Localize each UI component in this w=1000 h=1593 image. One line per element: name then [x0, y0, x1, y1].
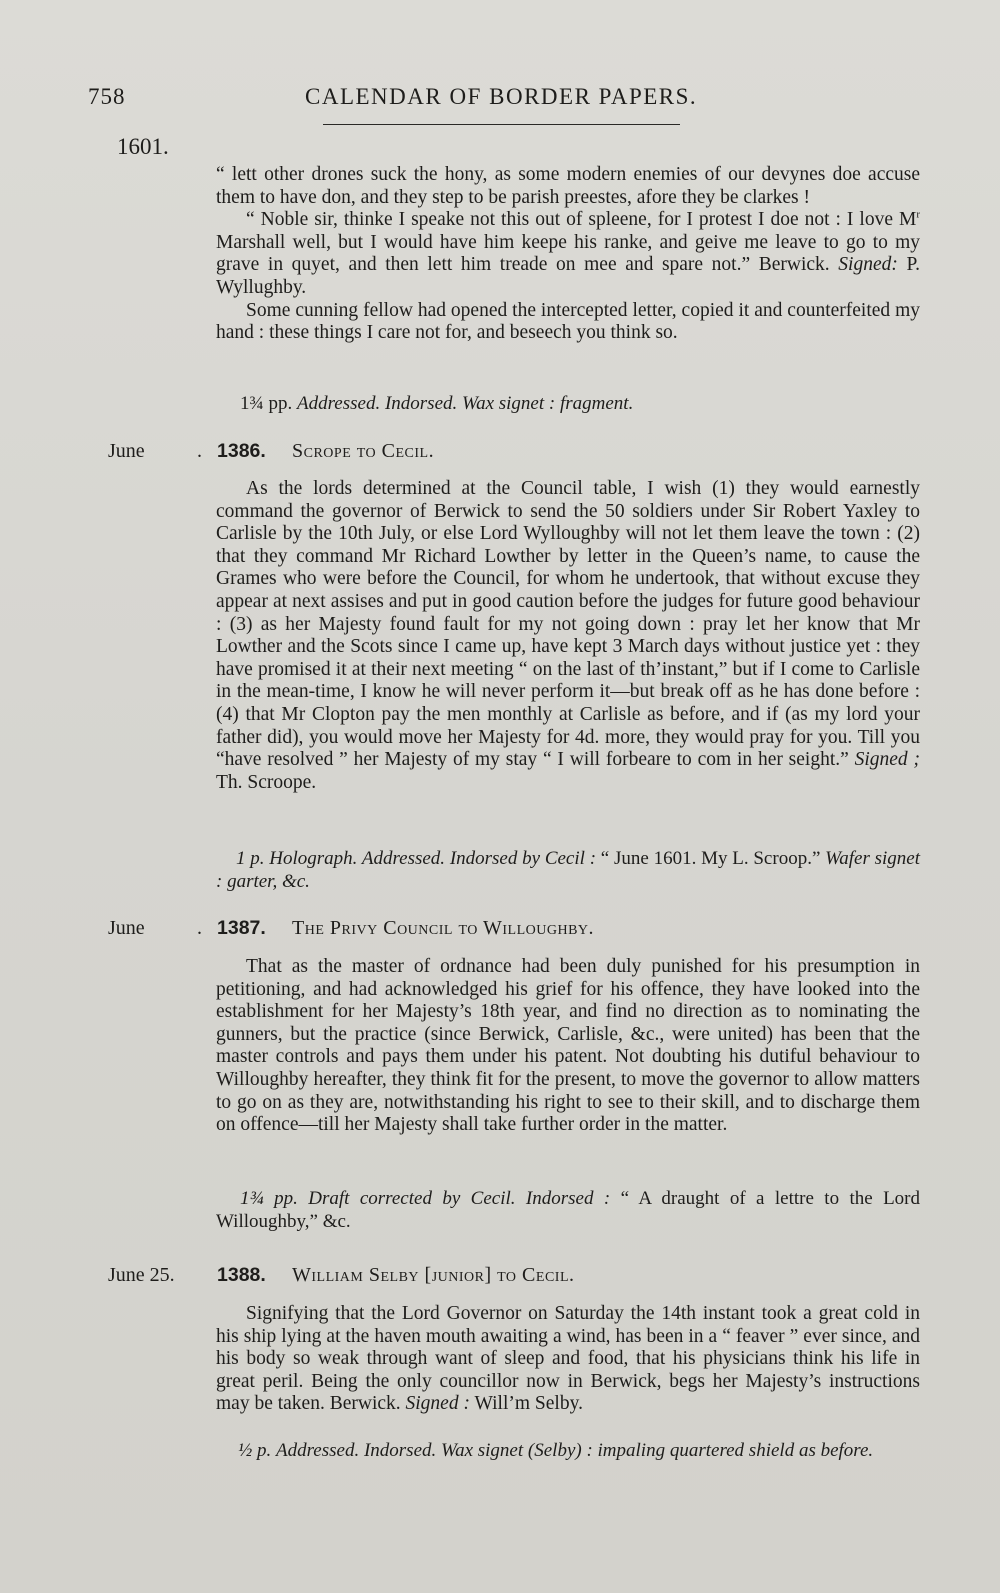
entry-number: 1386.: [217, 440, 266, 462]
note-quote: “ A draught of a lettre to the Lord Willoughby,” &c.: [216, 1188, 920, 1232]
entry-title: Scrope to Cecil.: [292, 440, 435, 462]
entry-date: June: [108, 440, 145, 462]
entry-number: 1388.: [217, 1264, 266, 1286]
entry-title: William Selby [junior] to Cecil.: [292, 1264, 575, 1286]
paragraph: “ lett other drones suck the hony, as some modern enemies of our devynes doe accuse them to have don, and they step to be parish preestes, afore they be clarkes !: [216, 164, 920, 208]
header-rule: [323, 124, 680, 125]
signature: Th. Scroope.: [216, 771, 317, 793]
body-text: Signifying that the Lord Governor on Saturday the 14th instant took a great cold in his ship lying at the haven mouth awaiting a wind, has been in a “ feaver ” ever since, and his body so weak through want of sleep and food, that his physicians think his life in great peril. Being the only councillor now in Berwick, begs her Majesty’s instructions may be taken. Berwick.: [216, 1303, 920, 1415]
body-text: As the lords determined at the Council table, I wish (1) they would earnestly command the governor of Berwick to send the 50 soldiers under Sir Robert Yaxley to Carlisle by the 10th July, or else Lord Wylloughby will not let them leave the town : (2) that they command Mr Richard Lowther by letter in the Queen’s name, to cause the Grames who were before the Council, for whom he undertook, that without excuse they appear at next assises and put in good caution before the judges for future good behaviour : (3) as her Majesty found fault for my not going down : pray let her know that Mr Lowther and the Scots since I came up, have kept 3 March days without justice yet : they have promised it at their next meeting “ on the last of th’instant,” but if I come to Carlisle in the mean-time, I know he will never perform it—but break off as he has done before : (4) that Mr Clopton pay the men monthly at Carlisle as before, and if (as my lord your father did), you would move her Majesty for 4d. more, they would pray for you. Till you “have resolved ” her Majesty of my stay “ I will forbeare to com in her seight.”: [216, 478, 920, 771]
entry-body: [216, 478, 920, 794]
note-text: Addressed. Indorsed. Wax signet (Selby) : impaling quartered shield as before.: [276, 1440, 874, 1461]
page-count: 1 p.: [236, 848, 265, 869]
superscript: r: [916, 208, 920, 221]
document-note: [216, 848, 920, 893]
paragraph: Some cunning fellow had opened the intercepted letter, copied it and counterfeited my hand : these things I care not for, and beseech you think so.: [216, 299, 920, 344]
document-note: [240, 393, 633, 416]
year-heading: 1601.: [117, 134, 169, 159]
signed-label: Signed ;: [854, 749, 920, 771]
letter-continuation: [216, 164, 920, 345]
document-note: [216, 1188, 920, 1233]
note-quote: “ June 1601. My L. Scroop.”: [600, 848, 821, 869]
signed-label: Signed:: [838, 254, 898, 276]
signature: Will’m Selby.: [474, 1393, 583, 1415]
entry-date: June 25.: [108, 1264, 175, 1286]
note-text: Draft corrected by Cecil. Indorsed :: [308, 1188, 611, 1209]
entry-date: June: [108, 917, 145, 939]
entry-title: The Privy Council to Willoughby.: [292, 917, 595, 939]
page-count: 1¾ pp.: [240, 393, 293, 414]
text-run: “ Noble sir, thinke I speake not this out of spleene, for I protest I doe not : I love M: [246, 209, 917, 231]
signature: P. Wyllughby.: [216, 254, 921, 298]
entry-dot: .: [197, 440, 202, 462]
signed-label: Signed :: [405, 1393, 470, 1415]
paragraph: [216, 209, 920, 299]
entry-number: 1387.: [217, 917, 266, 939]
note-text: Addressed. Indorsed. Wax signet : fragment.: [297, 393, 634, 414]
note-text: Holograph. Addressed. Indorsed by Cecil :: [269, 848, 597, 869]
entry-body: That as the master of ordnance had been duly punished for his presumption in petitioning, and had acknowledged his grief for his offence, they have looked into the establishment for her Majesty’s 18th year, and find no direction as to nominating the gunners, but the practice (since Berwick, Carlisle, &c., were united) has been that the master controls and pays them under his patent. Not doubting his dutiful behaviour to Willoughby hereafter, they think fit for the present, to move the governor to allow matters to go on as they are, notwithstanding his right to see to their skill, and to discharge them on offence—till her Majesty shall take further order in the matter.: [216, 956, 920, 1136]
text-run: Marshall well, but I would have him keepe his ranke, and geive me leave to go to my grave in quyet, and then lett him treade on mee and spare not.” Berwick.: [216, 231, 920, 276]
page-count: ½ p.: [238, 1440, 272, 1461]
page-count: 1¾ pp.: [240, 1188, 298, 1209]
note-text: Wafer signet : garter, &c.: [216, 848, 920, 892]
page-number: 758: [88, 84, 126, 109]
document-note: [216, 1440, 920, 1463]
running-title: CALENDAR OF BORDER PAPERS.: [305, 84, 698, 109]
entry-body: [216, 1303, 920, 1416]
entry-dot: .: [197, 917, 202, 939]
